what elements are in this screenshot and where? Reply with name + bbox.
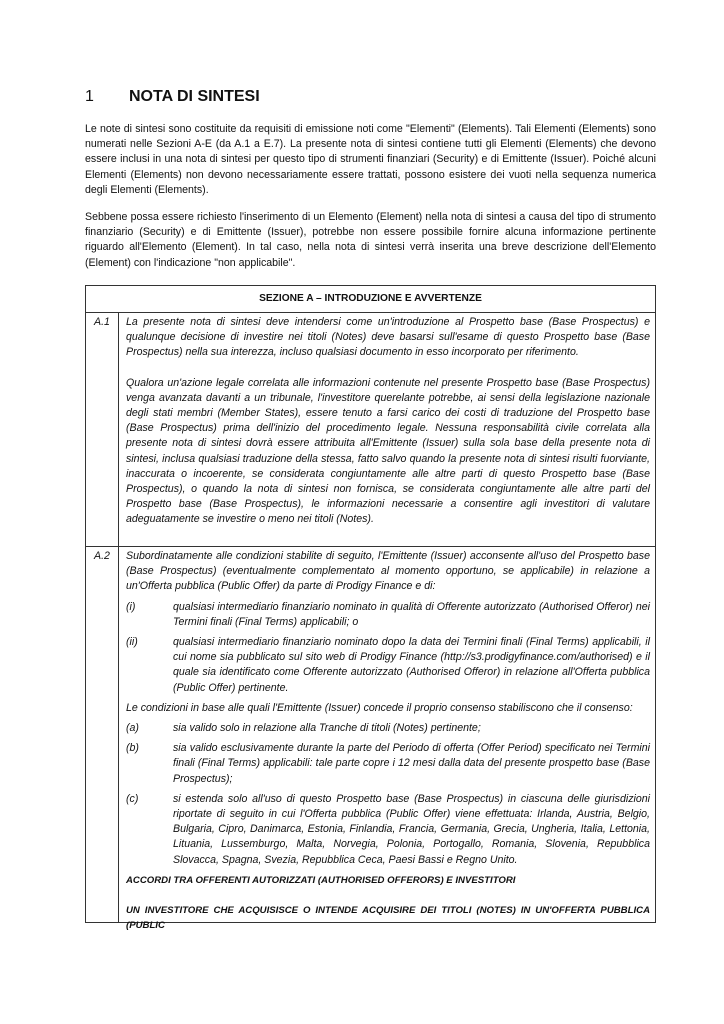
a2-subheading-2: UN INVESTITORE CHE ACQUISISCE O INTENDE ACQUISIRE DEI TITOLI (NOTES) IN UN'OFFERTA PUBBLICA (PUBLIC	[126, 905, 650, 932]
list-marker: (ii)	[126, 636, 138, 649]
element-code-a1: A.1	[86, 313, 119, 547]
list-item	[126, 792, 650, 868]
list-item	[126, 741, 650, 787]
intro-paragraph-1: Le note di sintesi sono costituite da requisiti di emissione noti come "Elementi" (Elements). Tali Elementi (Elements) sono numerati nelle Sezioni A-E (da A.1 a E.7). La presente nota di sintesi contiene tutti gli Elementi (Elements) che devono essere inclusi in una nota di sintesi per questo tipo di strumenti finanziari (Security) e di Emittente (Issuer). Poiché alcuni Elementi (Elements) non devono necessariamente essere trattati, possono esistere dei vuoti nella sequenza numerica degli Elementi (Elements).	[85, 123, 656, 196]
list-marker: (c)	[126, 792, 139, 805]
intro-paragraph-2: Sebbene possa essere richiesto l'inserimento di un Elemento (Element) nella nota di sintesi a causa del tipo di strumento finanziario (Security) e di Emittente (Issuer), potrebbe non essere possibile fornire alcuna informazione pertinente riguardo all'Elemento (Element). In tal caso, nella nota di sintesi verrà inserita una breve descrizione dell'Elemento (Element) con l'indicazione "non applicabile".	[85, 211, 656, 269]
element-content-a2	[119, 547, 656, 932]
list-marker: (i)	[126, 600, 136, 613]
section-a-table	[85, 285, 656, 932]
element-row-a2	[86, 547, 656, 923]
a2-subheading-1: ACCORDI TRA OFFERENTI AUTORIZZATI (AUTHORISED OFFERORS) E INVESTITORI	[126, 874, 516, 886]
list-item	[126, 635, 650, 696]
element-content-a1	[119, 313, 656, 547]
list-text: sia valido solo in relazione alla Tranche di titoli (Notes) pertinente;	[173, 722, 481, 735]
list-text: si estenda solo all'uso di questo Prospetto base (Base Prospectus) in ciascuna delle giurisdizioni riportate di seguito in cui l'Offerta pubblica (Public Offer) viene effettuata: Irlanda, Austria, Belgio, Bulgaria, Cipro, Danimarca, Estonia, Finlandia, Francia, Germania, Grecia, Ungheria, Italia, Lettonia, Lituania, Lussemburgo, Malta, Norvegia, Polonia, Portogallo, Romania, Slovenia, Repubblica Slovacca, Spagna, Svezia, Repubblica Ceca, Paesi Bassi e Regno Unito.	[173, 792, 650, 866]
list-marker: (a)	[126, 722, 139, 735]
element-code-a2: A.2	[86, 547, 119, 923]
section-a-title: SEZIONE A – INTRODUZIONE E AVVERTENZE	[86, 286, 656, 313]
list-marker: (b)	[126, 742, 139, 755]
list-item	[126, 600, 650, 630]
element-row-a1	[86, 313, 656, 547]
a1-paragraph-2: Qualora un'azione legale correlata alle informazioni contenute nel presente Prospetto base (Base Prospectus) venga avanzata davanti a un tribunale, l'investitore querelante potrebbe, ai sensi della legislazione nazionale degli stati membri (Member States), essere tenuto a farsi carico dei costi di traduzione del Prospetto base (Base Prospectus) prima dell'inizio del procedimento legale. Nessuna responsabilità civile correlata alla presente nota di sintesi dovrà essere attribuita all'Emittente (Issuer) sulla sola base della presente nota di sintesi, inclusa qualsiasi traduzione della stessa, fatto salvo quando la presente nota di sintesi risulti fuorviante, inaccurata o incoerente, se considerata congiuntamente alle altre parti di questo Prospetto base (Base Prospectus), o quando la nota di sintesi non fornisca, se considerata congiuntamente alle altre parti del Prospetto base (Base Prospectus), le informazioni necessarie a consentire agli investitori di valutare adeguatamente se investire o meno nei titoli (Notes).	[126, 376, 650, 526]
section-heading	[85, 88, 260, 106]
a1-paragraph-1: La presente nota di sintesi deve intendersi come un'introduzione al Prospetto base (Base Prospectus) e qualunque decisione di investire nei titoli (Notes) deve basarsi sull'esame di questo Prospetto base (Base Prospectus) nella sua interezza, incluso qualsiasi documento in esso incorporato per riferimento.	[126, 316, 650, 359]
list-text: qualsiasi intermediario finanziario nominato in qualità di Offerente autorizzato (Authorised Offeror) nei Termini finali (Final Terms) applicabili; o	[173, 600, 650, 628]
a2-conditions-intro: Le condizioni in base alle quali l'Emittente (Issuer) concede il proprio consenso stabiliscono che il consenso:	[126, 701, 633, 714]
heading-number: 1	[85, 88, 94, 105]
list-text: qualsiasi intermediario finanziario nominato dopo la data dei Termini finali (Final Terms) applicabili, il cui nome sia pubblicato sul sito web di Prodigy Finance (http://s3.prodigyfinance.com/authorised) e il quale sia identificato come Offerente autorizzato (Authorised Offeror) in relazione all'Offerta pubblica (Public Offer) pertinente.	[173, 636, 650, 694]
a2-intro: Subordinatamente alle condizioni stabilite di seguito, l'Emittente (Issuer) acconsente all'uso del Prospetto base (Base Prospectus) (eventualmente complementato al momento opportuno, se applicabile) in relazione a un'Offerta pubblica (Public Offer) da parte di Prodigy Finance e di:	[126, 550, 650, 593]
heading-title: NOTA DI SINTESI	[129, 88, 260, 105]
list-text: sia valido esclusivamente durante la parte del Periodo di offerta (Offer Period) specificato nei Termini finali (Final Terms) applicabili: tale parte copre i 12 mesi dalla data del presente prospetto base (Base Prospectus);	[173, 742, 650, 785]
list-item	[126, 721, 650, 736]
